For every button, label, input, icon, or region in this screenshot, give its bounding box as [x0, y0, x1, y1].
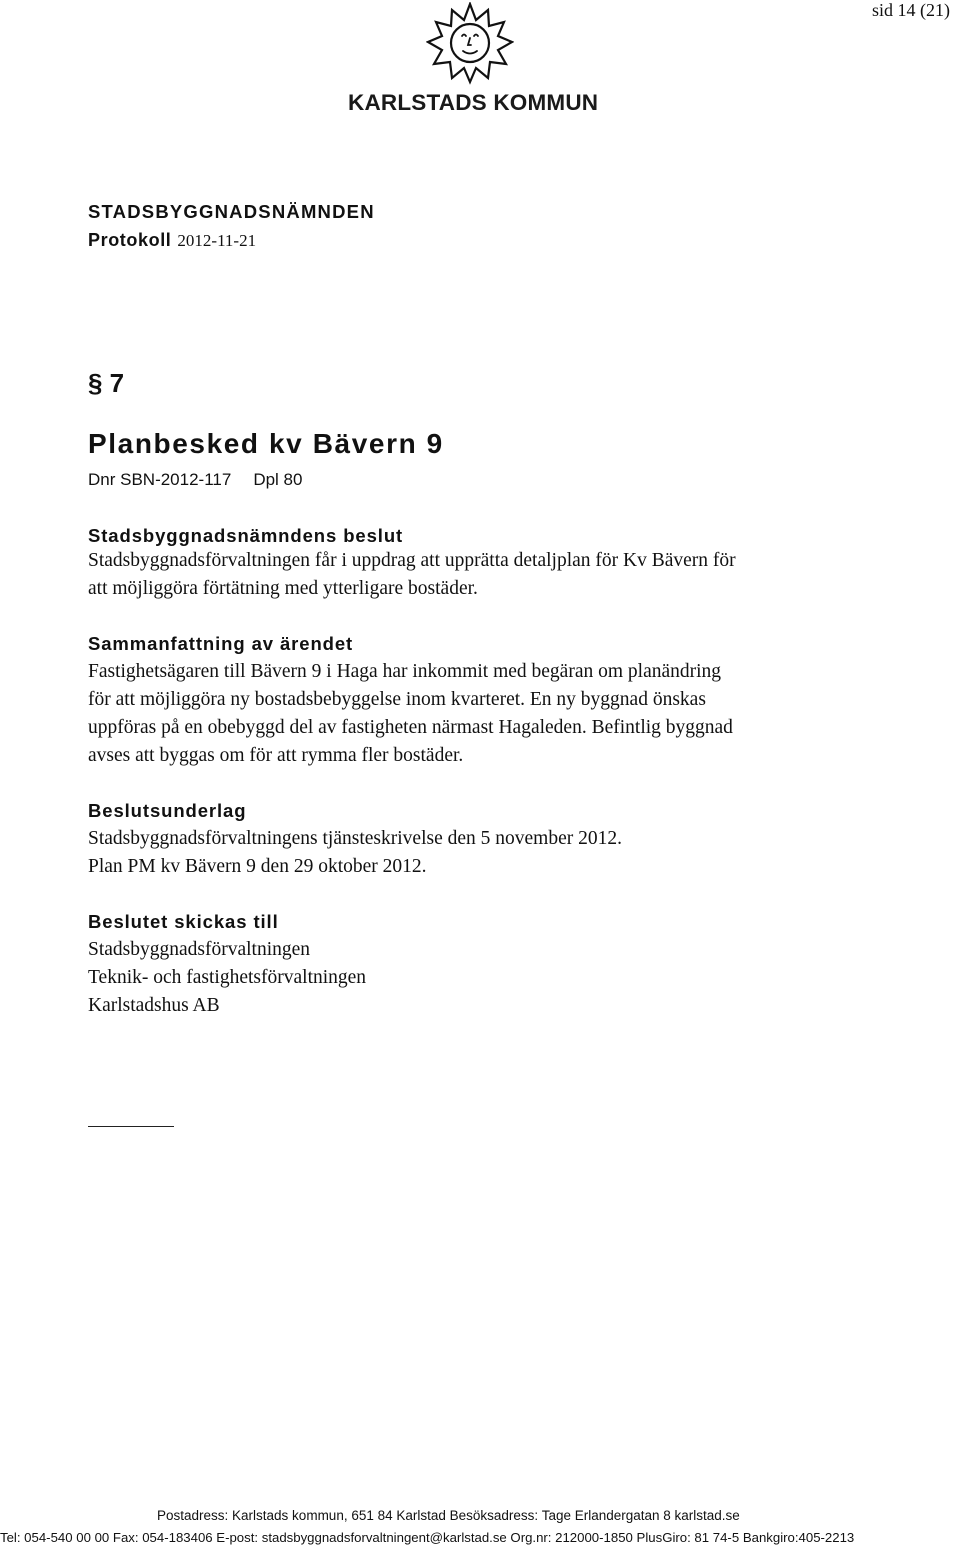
sammanfattning-line: för att möjliggöra ny bostadsbebyggelse inom kvarteret. En ny byggnad önskas [88, 689, 706, 710]
footer-contact: Tel: 054-540 00 00 Fax: 054-183406 E-post: stadsbyggnadsforvaltningent@karlstad.se Org.nr: 212000-1850 PlusGiro: 81 74-5 Bankgiro:405-2213 [0, 1530, 855, 1545]
skickas-line: Stadsbyggnadsförvaltningen [88, 939, 311, 960]
sammanfattning-line: Fastighetsägaren till Bävern 9 i Haga har inkommit med begäran om planändring [88, 661, 722, 682]
section-heading-beslut: Stadsbyggnadsnämndens beslut [88, 525, 404, 546]
section-heading-beslutsunderlag: Beslutsunderlag [88, 800, 247, 821]
sammanfattning-line: avses att byggas om för att rymma fler bostäder. [88, 745, 464, 766]
sun-icon [426, 2, 514, 86]
section-heading-sammanfattning: Sammanfattning av ärendet [88, 633, 354, 654]
protocol-line [88, 230, 256, 251]
footer-address: Postadress: Karlstads kommun, 651 84 Karlstad Besöksadress: Tage Erlandergatan 8 karlstad.se [157, 1508, 740, 1523]
logo-text: KARLSTADS KOMMUN [348, 90, 599, 115]
dpl-number: Dpl 80 [253, 470, 303, 489]
protocol-label: Protokoll [88, 230, 172, 250]
paragraph-number: § 7 [88, 368, 125, 398]
beslut-line: Stadsbyggnadsförvaltningen får i uppdrag att upprätta detaljplan för Kv Bävern för [88, 550, 736, 571]
case-reference [88, 470, 302, 490]
organization-name: STADSBYGGNADSNÄMNDEN [88, 201, 375, 222]
protocol-date: 2012-11-21 [177, 231, 257, 250]
dnr-number: Dnr SBN-2012-117 [88, 470, 232, 489]
sammanfattning-line: uppföras på en obebyggd del av fastigheten närmast Hagaleden. Befintlig byggnad [88, 717, 733, 738]
section-heading-skickas: Beslutet skickas till [88, 911, 279, 932]
beslutsunderlag-line: Plan PM kv Bävern 9 den 29 oktober 2012. [88, 856, 427, 877]
signature-rule [88, 1126, 174, 1127]
skickas-line: Teknik- och fastighetsförvaltningen [88, 967, 367, 988]
skickas-line: Karlstadshus AB [88, 995, 220, 1016]
beslutsunderlag-line: Stadsbyggnadsförvaltningens tjänsteskrivelse den 5 november 2012. [88, 828, 622, 849]
beslut-line: att möjliggöra förtätning med ytterligare bostäder. [88, 578, 478, 599]
page-title: Planbesked kv Bävern 9 [88, 428, 444, 459]
page-number: sid 14 (21) [872, 0, 950, 20]
municipality-logo [348, 2, 599, 117]
